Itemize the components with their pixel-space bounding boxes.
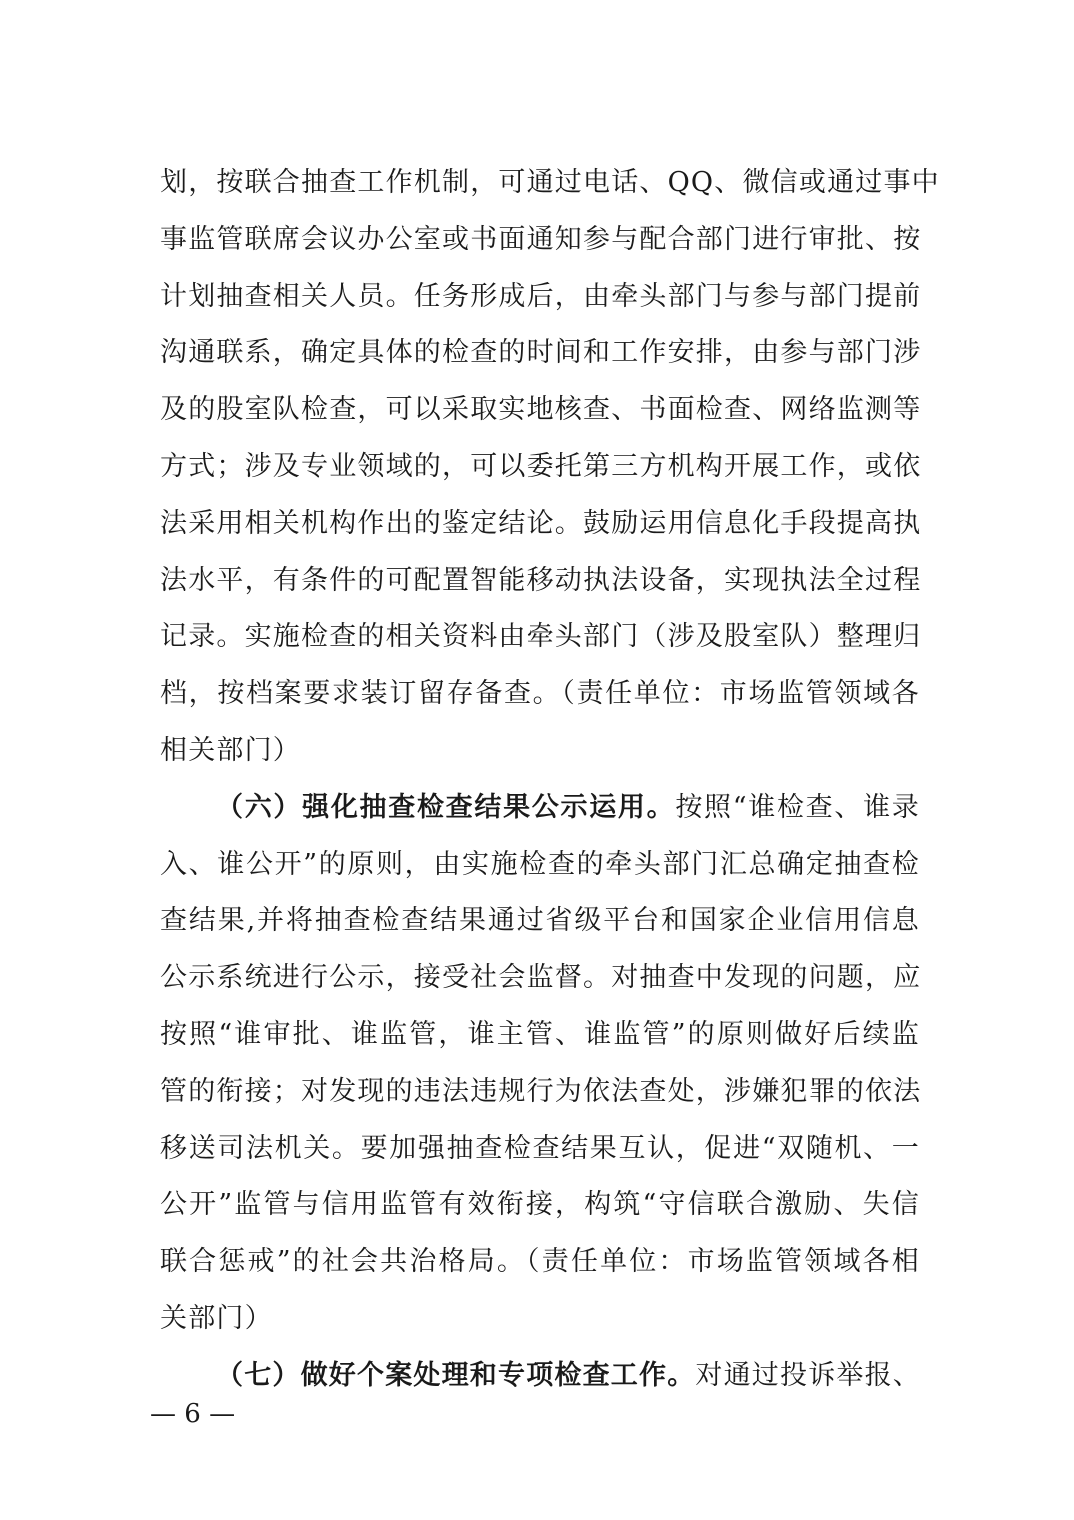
text-line: 关部门） bbox=[160, 1302, 273, 1334]
page-number: — 6 — bbox=[150, 1399, 236, 1429]
section-heading: （七）做好个案处理和专项检查工作。 bbox=[216, 1359, 696, 1391]
text-line: 及的股室队检查，可以采取实地核查、书面检查、网络监测等 bbox=[160, 394, 922, 426]
text-line: 计划抽查相关人员。任务形成后，由牵头部门与参与部门提前 bbox=[160, 280, 922, 312]
text-line: 事监管联席会议办公室或书面通知参与配合部门进行审批、按 bbox=[160, 223, 922, 255]
text-line: 记录。实施检查的相关资料由牵头部门（涉及股室队）整理归 bbox=[160, 621, 922, 653]
text-line: 查结果,并将抽查检查结果通过省级平台和国家企业信用信息 bbox=[160, 905, 920, 937]
text-line: 联合惩戒”的社会共治格局。（责任单位：市场监管领域各相 bbox=[160, 1246, 920, 1278]
section-text: 按照“谁检查、谁录 bbox=[675, 791, 920, 823]
text-line: 管的衔接；对发现的违法违规行为依法查处，涉嫌犯罪的依法 bbox=[160, 1075, 922, 1107]
text-line: 公示系统进行公示，接受社会监督。对抽查中发现的问题，应 bbox=[160, 962, 922, 994]
section-text: 对通过投诉举报、 bbox=[695, 1359, 922, 1391]
body-text bbox=[160, 155, 940, 1405]
section-heading-line bbox=[160, 780, 920, 837]
section-heading: （六）强化抽查检查结果公示运用。 bbox=[216, 791, 676, 823]
section-heading-line bbox=[160, 1348, 920, 1405]
text-line: 法采用相关机构作出的鉴定结论。鼓励运用信息化手段提高执 bbox=[160, 507, 922, 539]
text-line: 公开”监管与信用监管有效衔接，构筑“守信联合激励、失信 bbox=[160, 1189, 920, 1221]
text-line: 沟通联系，确定具体的检查的时间和工作安排，由参与部门涉 bbox=[160, 337, 922, 369]
text-line: 方式；涉及专业领域的，可以委托第三方机构开展工作，或依 bbox=[160, 450, 922, 482]
text-line: 入、谁公开”的原则，由实施检查的牵头部门汇总确定抽查检 bbox=[160, 848, 920, 880]
text-line: 按照“谁审批、谁监管，谁主管、谁监管”的原则做好后续监 bbox=[160, 1018, 920, 1050]
text-line: 法水平，有条件的可配置智能移动执法设备，实现执法全过程 bbox=[160, 564, 922, 596]
text-line: 档，按档案要求装订留存备查。（责任单位：市场监管领域各 bbox=[160, 678, 920, 710]
text-line: 划，按联合抽查工作机制，可通过电话、QQ、微信或通过事中 bbox=[160, 167, 940, 198]
text-line: 相关部门） bbox=[160, 734, 301, 766]
text-line: 移送司法机关。要加强抽查检查结果互认，促进“双随机、一 bbox=[160, 1132, 920, 1164]
